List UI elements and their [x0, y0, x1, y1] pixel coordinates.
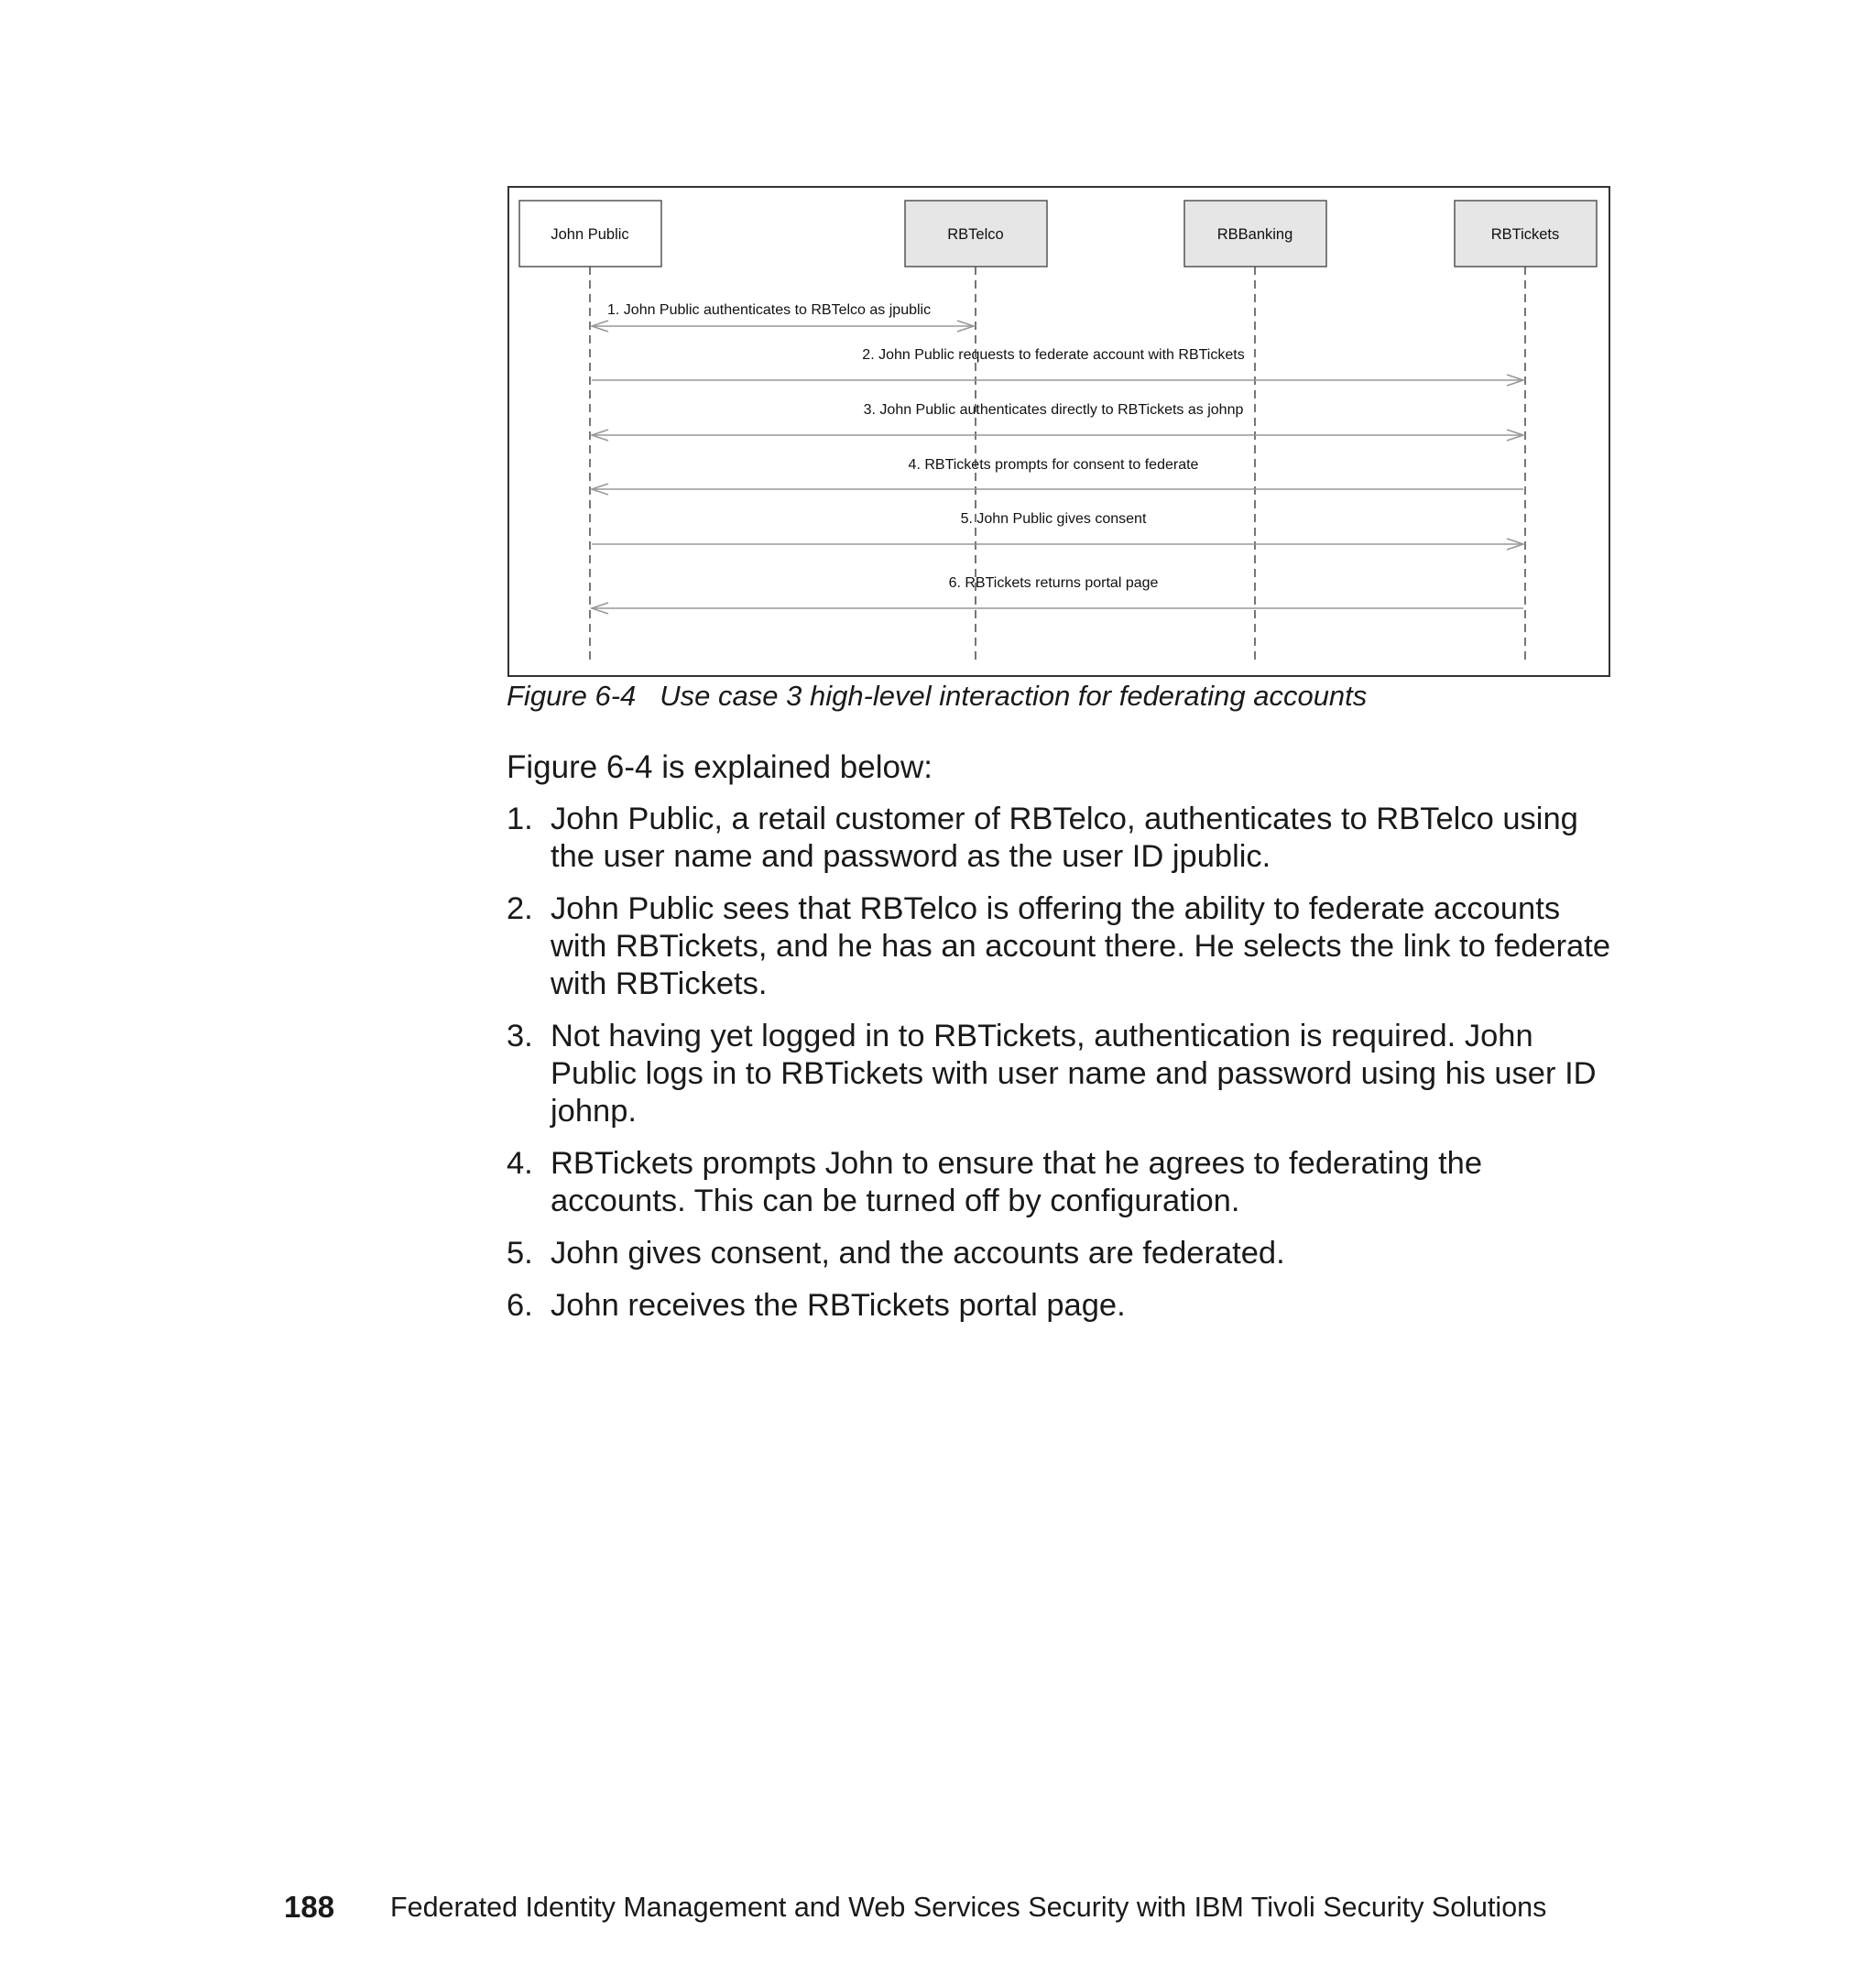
step-number: 5. [507, 1236, 533, 1271]
participant-label: RBTelco [947, 226, 1004, 243]
participant-label: RBBanking [1216, 226, 1293, 243]
figure-caption [507, 680, 1367, 713]
step-text: John Public, a retail customer of RBTelco, authenticates to RBTelco using the user name and password as the user ID jpublic. [551, 802, 1578, 874]
message-label: 3. John Public authenticates directly to RBTickets as johnp [863, 402, 1244, 418]
list-item [507, 1235, 1615, 1272]
step-number: 2. [507, 891, 533, 926]
figure-title: Use case 3 high-level interaction for federating accounts [660, 680, 1368, 712]
message-label: 2. John Public requests to federate account with RBTickets [862, 347, 1245, 363]
step-number: 4. [507, 1146, 533, 1181]
list-item [507, 1018, 1615, 1130]
page-number: 188 [284, 1890, 335, 1924]
step-text: John Public sees that RBTelco is offering the ability to federate accounts with RBTickets, and he has an account there. He selects the link to federate with RBTickets. [551, 891, 1611, 1001]
intro-paragraph: Figure 6-4 is explained below: [507, 749, 933, 785]
step-text: RBTickets prompts John to ensure that he agrees to federating the accounts. This can be turned off by configuration. [551, 1146, 1483, 1218]
running-footer-title: Federated Identity Management and Web Services Security with IBM Tivoli Security Solutions [390, 1892, 1547, 1923]
message-label: 5. John Public gives consent [960, 511, 1147, 527]
step-number: 6. [507, 1288, 533, 1323]
sequence-diagram [0, 0, 1876, 696]
message-label: 4. RBTickets prompts for consent to federate [908, 457, 1199, 473]
participant-label: John Public [551, 226, 629, 243]
step-text: Not having yet logged in to RBTickets, authentication is required. John Public logs in to RBTickets with user name and password using his user ID johnp. [551, 1019, 1597, 1129]
step-text: John receives the RBTickets portal page. [551, 1288, 1126, 1323]
list-item [507, 890, 1615, 1003]
participant-label: RBTickets [1490, 226, 1560, 243]
list-item [507, 1145, 1615, 1220]
list-item [507, 1287, 1615, 1325]
message-label: 6. RBTickets returns portal page [948, 575, 1159, 591]
step-number: 3. [507, 1019, 533, 1053]
list-item [507, 801, 1615, 876]
diagram-frame [508, 187, 1609, 676]
message-label: 1. John Public authenticates to RBTelco as jpublic [607, 302, 932, 318]
step-number: 1. [507, 802, 533, 836]
steps-list [507, 801, 1615, 1339]
step-text: John gives consent, and the accounts are federated. [551, 1236, 1285, 1271]
figure-number: Figure 6-4 [507, 680, 637, 712]
